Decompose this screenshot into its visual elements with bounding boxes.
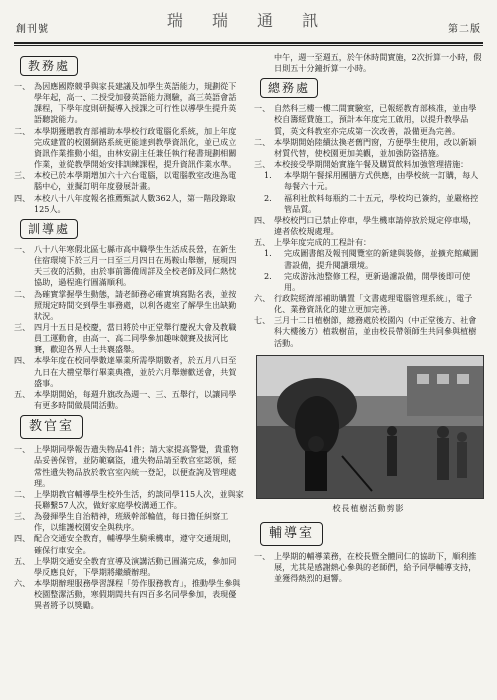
- list-item: 一、 八十八年寒假北區七縣市高中職學生生活成長營，在新生住宿環境下於三月一日至三月四日在馬鞍山舉辦，展現四天三夜的活動，由於事前籌備周詳及全校老師及同仁熱忱協助，過程進行圓滿順利。: [14, 243, 237, 288]
- list-item: 一、 自然科三樓一樓二間實驗室，已報經教育部核准，並由學校自籌經費施工，預計本年度完工啟用，以提升教學品質，英文科教室亦完成第一次改善，設備更為完善。: [254, 103, 477, 136]
- list-item: 二、 上學期教官輔導學生校外生活，約談同學115人次，並與家長聯繫57人次，做好家庭學校溝通工作。: [14, 488, 244, 510]
- list-item: 一、 為因應國際競爭與家長建議及加學生英語能力，規劃從下學年起，高一、二授受加發英語能力測驗，高三英語會話課程，下學年度則研擬導入授課之可行性以導學生提升英語聽說能力。: [14, 81, 237, 125]
- sub-list-item: 1. 完成圖書館及報刊閱覽室的新建與裝修，並擴充館藏圖書設備，提升閱讀環境。: [264, 248, 479, 270]
- list-item: 五、 上學期交通安全教育宣導及演講活動已圓滿完成，參加同學反應良好，下學期將繼續辦理。: [14, 555, 237, 577]
- sub-list-item: 2. 福利社飲料每瓶約二十五元，學校均已簽約，並嚴格控管品質。: [264, 192, 479, 214]
- left-column: [14, 52, 244, 612]
- sub-list-item: 2. 完成游泳池整修工程，更新過濾設備，開學後即可使用。: [264, 270, 471, 292]
- list-item: 二、 本學期獲贈教育部補助本學校行政電腦化系統，加上年度完成建置的校園網路系統更能達到教學資訊化，並已成立資訊作業推動小組，由林安副主任兼任執行秘書規劃相關作業，並從教學開始安排訓練課程，提升資訊作業水準。: [14, 125, 237, 170]
- section-heading-academic: 教務處: [20, 56, 78, 76]
- edition-label: 創刊號: [16, 24, 49, 35]
- sub-list-item: 1. 本學期午餐採用團膳方式供應，由學校統一訂購，每人每餐六十元。: [264, 170, 479, 192]
- list-item: 五、 上學年度完成的工程計有：: [254, 237, 372, 248]
- list-item: 六、 行政院經濟部補助購置「文書處理電腦管理系統」，電子化、業務資訊化的建立更加完善。: [254, 292, 473, 315]
- list-item: 六、 本學期辦理服務學習課程「勞作服務教育」，推動學生參與校園整潔活動，寒假期間共有四百多名同學參加，表現優異者將予以獎勵。: [14, 578, 241, 611]
- masthead-rule: [14, 42, 483, 44]
- counseling-list: [14, 244, 244, 411]
- masthead: [14, 6, 483, 40]
- photo-illustration: [257, 356, 483, 498]
- tree-planting-photo: [256, 355, 484, 499]
- list-item: 三、 本校已於本學期增加六十六台電腦，以電腦教室改進為電腦中心，並擬訂明年度發展計畫。: [14, 170, 237, 192]
- section-heading-general-affairs: 總務處: [260, 78, 318, 98]
- list-item: 三、 四月十五日是校慶，當日將於中正堂舉行慶祝大會及教職員工運動會，由高一、高二同學參加趣味競賽及拔河比賽，歡迎各界人士共襄盛舉。: [14, 321, 237, 355]
- list-item: 二、 為確實掌握學生動態，請老師務必確實填寫點名表，並按照規定時間交到學生事務處，以利各處室了解學生出缺勤狀況。: [14, 288, 237, 321]
- list-item: 二、 本學期開始陸續汰換老舊門窗，方便學生使用，改以新穎材質代替，使校園更加美觀，並加強防盜措施。: [254, 136, 477, 158]
- instructors-list: [14, 444, 244, 611]
- masthead-rule-thin: [14, 45, 483, 46]
- page-number: 第二版: [448, 24, 481, 35]
- guidance-list: [254, 551, 483, 584]
- list-item: 四、 本校八十八年度報名推薦甄試人數362人，第一階段錄取125人。: [14, 192, 236, 214]
- list-item: 四、 配合交通安全教育，輔導學生騎乘機車，遵守交通規則，確保行車安全。: [14, 533, 237, 555]
- newsletter-title: 瑞 瑞 通 訊: [166, 11, 331, 30]
- section-heading-guidance: 輔導室: [260, 522, 323, 546]
- photo-caption: 校長植樹活動剪影: [332, 503, 405, 513]
- academic-list: [14, 81, 244, 215]
- section-heading-counseling: 訓導處: [20, 219, 78, 239]
- continued-text: 中午，週一至週五，於午休時間實施，2次折算一小時，假日則五十分鐘折算一小時。: [274, 52, 482, 74]
- right-column: [254, 52, 483, 584]
- list-item: 七、 三月十二日植樹節，總務處於校園內（中正堂後方、社會科大樓後方）植栽樹苗，並由校長帶領師生共同參與植樹活動。: [254, 315, 477, 348]
- section-heading-instructors: 教官室: [20, 415, 83, 439]
- list-item: 四、 本學年度在校同學數達畢業所需學期數者，於五月八日至九日在大禮堂舉行畢業典禮，並於六月舉辦歡送會，共賀盛事。: [14, 355, 237, 388]
- list-item: 五、 本學期開始，每週升旗改為週一、三、五舉行，以讓同學有更多時間做晨間活動。: [14, 388, 237, 411]
- list-item: 三、 為發揮學生自治精神，班級幹部輪值，每日擔任糾察工作，以維護校園安全與秩序。: [14, 511, 229, 533]
- general-affairs-list: [254, 103, 483, 348]
- list-item: 一、 上學期同學報告遺失物品41件；請大家提高警覺，貴重物品妥善保管，並防範竊盜，遺失物品請至教官室認領，經常性遺失物品放於教官室內統一登記，以便查詢及管理處理。: [14, 444, 239, 488]
- list-item: 四、 學校校門口已禁止停車，學生機車請停放於規定停車場，違者依校規處理。: [254, 214, 477, 237]
- list-item: 一、 上學期的輔導業務，在校長暨全體同仁的協助下，順利推展，尤其是感謝熱心參與的老師們，給予同學輔導支持，並獲得熱烈的迴響。: [254, 550, 477, 584]
- list-item: 三、 本校接受學期開始實施午餐及購買飲料加強管理措施：: [254, 159, 469, 170]
